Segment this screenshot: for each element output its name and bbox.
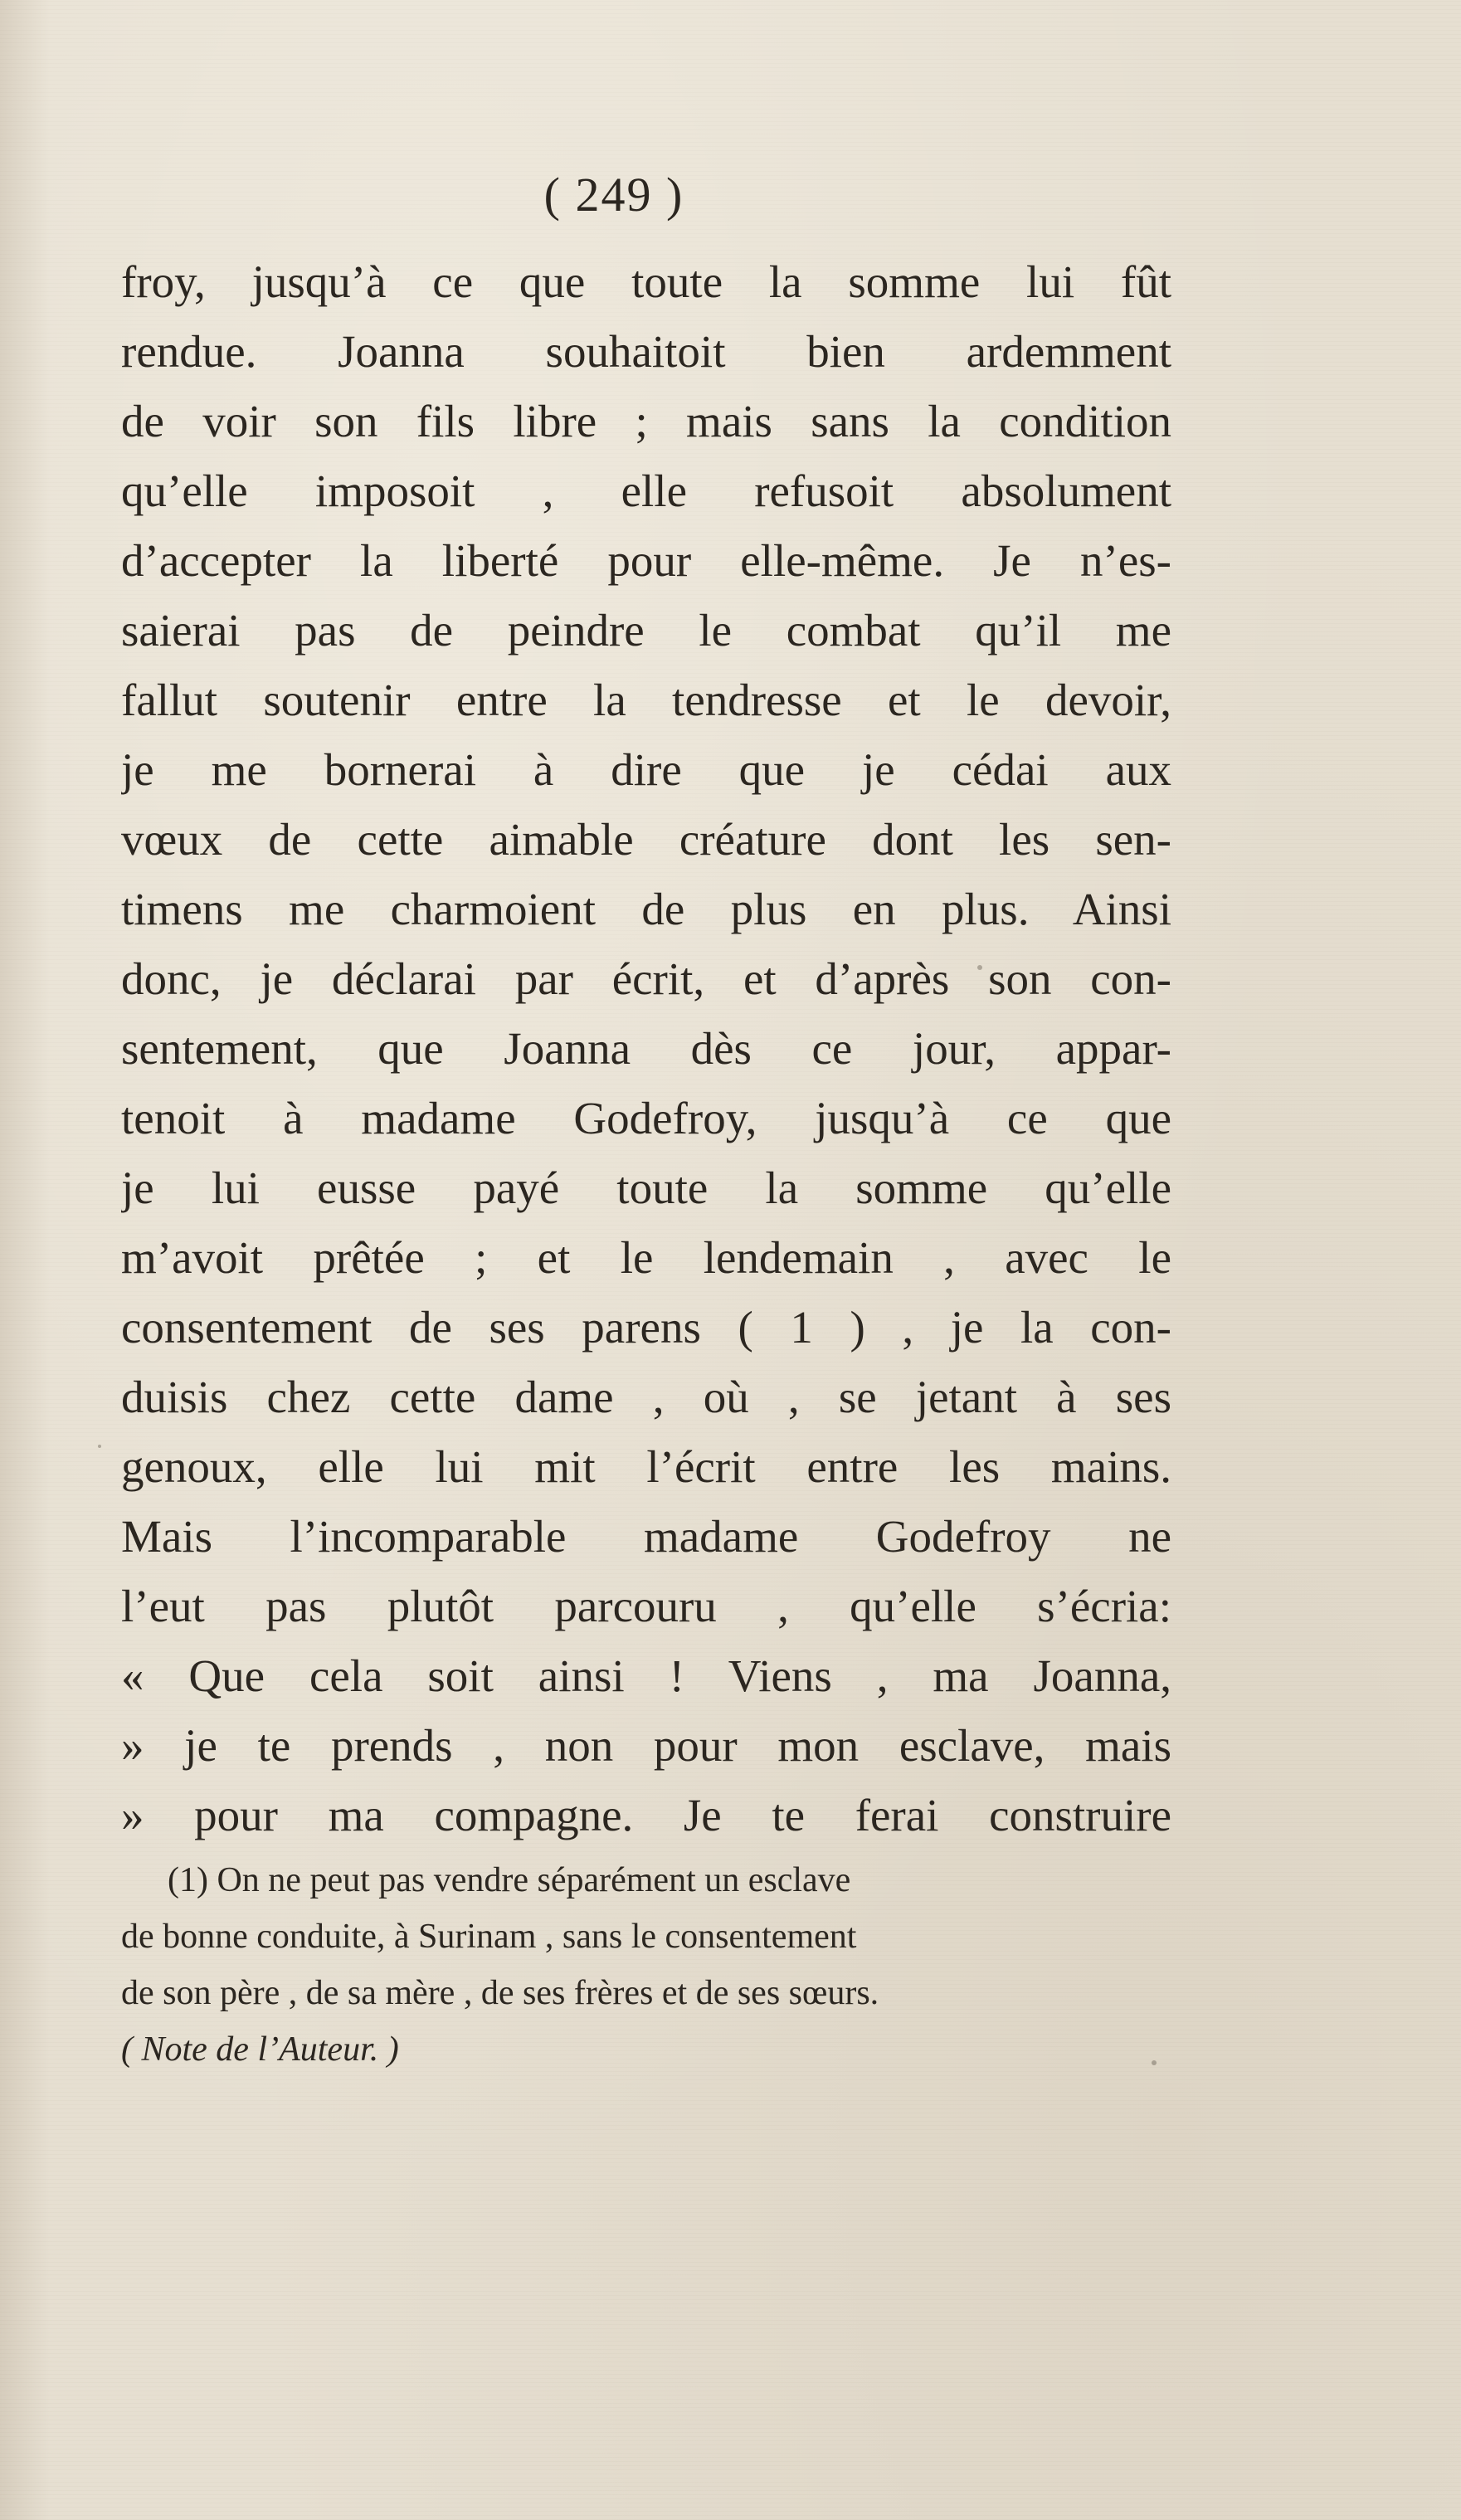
footnote-line: (1) On ne peut pas vendre séparément un esclave <box>168 1861 851 1899</box>
text-line: duisis chez cette dame , où , se jetant à ses <box>121 1372 1171 1422</box>
text-line: consentement de ses parens ( 1 ) , je la con- <box>121 1302 1171 1353</box>
text-line: » je te prends , non pour mon esclave, mais <box>121 1720 1171 1771</box>
footnote-line: de son père , de sa mère , de ses frères et de ses sœurs. <box>121 1974 879 2012</box>
text-line: vœux de cette aimable créature dont les sen- <box>121 814 1171 865</box>
text-line: fallut soutenir entre la tendresse et le devoir, <box>121 675 1171 725</box>
paper-speck <box>98 1445 101 1448</box>
text-line: je me bornerai à dire que je cédai aux <box>121 744 1171 795</box>
footnote <box>121 1852 1171 2078</box>
text-line: genoux, elle lui mit l’écrit entre les mains. <box>121 1441 1171 1492</box>
footnote-line: de bonne conduite, à Surinam , sans le consentement <box>121 1918 857 1956</box>
text-line: de voir son fils libre ; mais sans la condition <box>121 396 1171 446</box>
body-text <box>121 247 1171 1850</box>
text-line: je lui eusse payé toute la somme qu’elle <box>121 1163 1171 1213</box>
text-line: donc, je déclarai par écrit, et d’après son con- <box>121 953 1171 1004</box>
text-line: qu’elle imposoit , elle refusoit absolument <box>121 465 1171 516</box>
paper-speck <box>1152 2060 1157 2065</box>
text-line: sentement, que Joanna dès ce jour, appar- <box>121 1023 1171 1074</box>
text-line: l’eut pas plutôt parcouru , qu’elle s’écria: <box>121 1581 1171 1631</box>
text-line: Mais l’incomparable madame Godefroy ne <box>121 1511 1171 1562</box>
text-line: tenoit à madame Godefroy, jusqu’à ce que <box>121 1093 1171 1143</box>
text-line: m’avoit prêtée ; et le lendemain , avec le <box>121 1232 1171 1283</box>
text-line: timens me charmoient de plus en plus. Ainsi <box>121 884 1171 934</box>
text-line: froy, jusqu’à ce que toute la somme lui fût <box>121 256 1171 307</box>
page-edge-shadow <box>0 0 50 2520</box>
text-line: « Que cela soit ainsi ! Viens , ma Joanna, <box>121 1650 1171 1701</box>
text-line: d’accepter la liberté pour elle-même. Je n’es- <box>121 535 1171 586</box>
paper-speck <box>977 965 982 970</box>
text-line: rendue. Joanna souhaitoit bien ardemment <box>121 326 1171 377</box>
footnote-attribution: ( Note de l’Auteur. ) <box>121 2030 399 2069</box>
page-number: ( 249 ) <box>543 168 684 222</box>
text-line: saierai pas de peindre le combat qu’il me <box>121 605 1171 656</box>
text-line: » pour ma compagne. Je te ferai construire <box>121 1790 1171 1840</box>
